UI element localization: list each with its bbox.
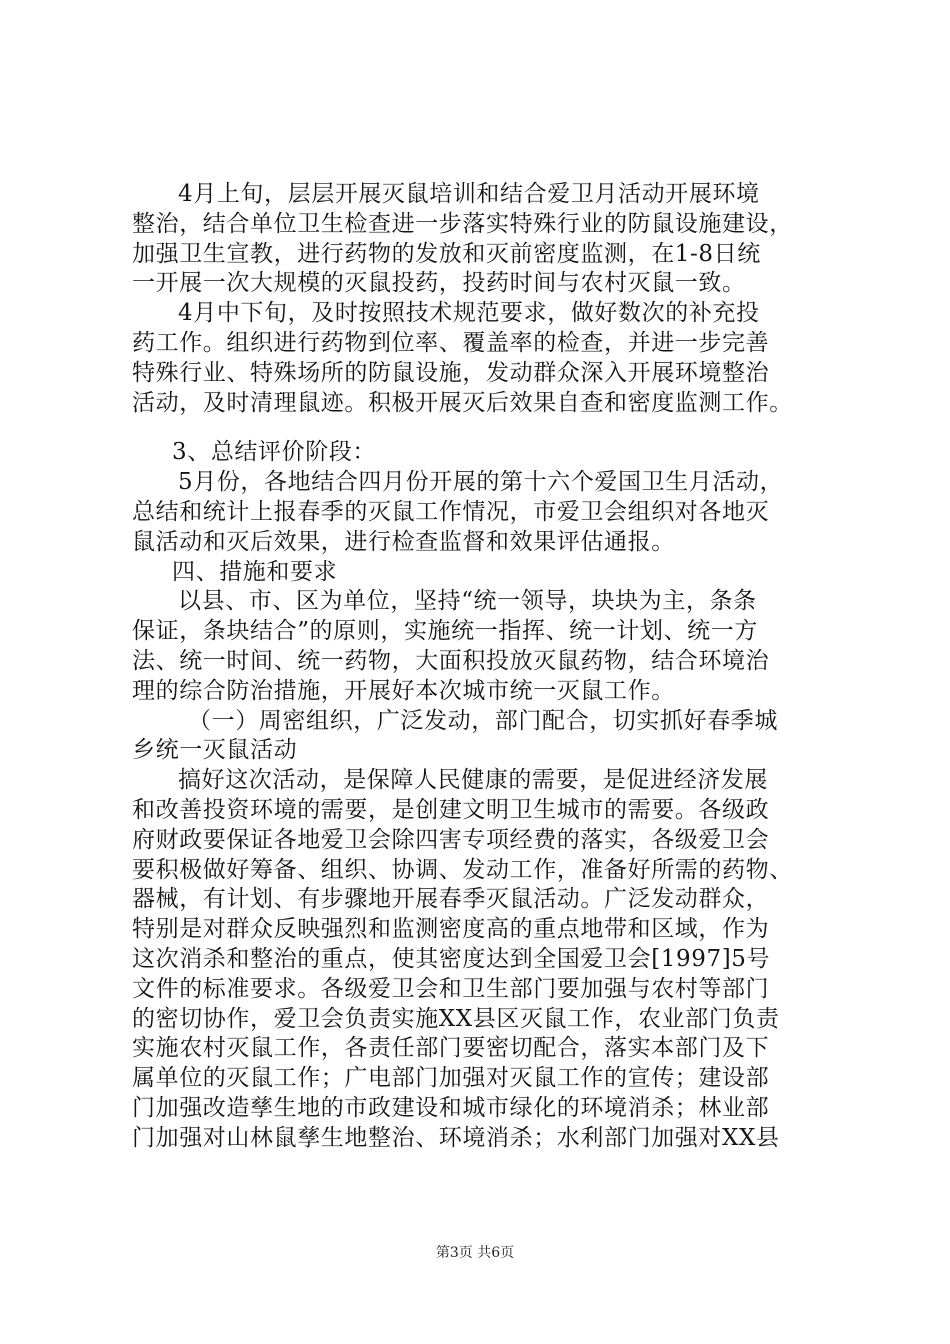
text-line: 法、统一时间、统一药物，大面积投放灭鼠药物，结合环境治 <box>132 647 770 674</box>
document-body <box>132 180 832 1154</box>
text-line: （一）周密组织，广泛发动，部门配合，切实抓好春季城 <box>188 707 778 734</box>
text-line: 实施农村灭鼠工作，各责任部门要密切配合，落实本部门及下 <box>132 1035 770 1062</box>
text-line: 活动，及时清理鼠迹。积极开展灭后效果自查和密度监测工作。 <box>132 389 793 416</box>
section-heading-measures: 四、措施和要求 <box>172 558 338 585</box>
text-line: 一开展一次大规模的灭鼠投药，投药时间与农村灭鼠一致。 <box>132 270 746 297</box>
text-line: 的密切协作，爱卫会负责实施XX县区灭鼠工作，农业部门负责 <box>132 1005 780 1032</box>
text-line: 搞好这次活动，是保障人民健康的需要，是促进经济发展 <box>178 767 768 794</box>
text-line: 5月份，各地结合四月份开展的第十六个爱国卫生月活动， <box>178 469 784 496</box>
text-line: 以县、市、区为单位，坚持“统一领导，块块为主，条条 <box>178 588 757 615</box>
section-heading-summary: 3、总结评价阶段： <box>172 439 377 466</box>
text-line: 乡统一灭鼠活动 <box>132 737 298 764</box>
paragraph-april-mid-late <box>132 299 832 418</box>
text-line: 4月中下旬，及时按照技术规范要求，做好数次的补充投 <box>178 300 760 327</box>
text-line: 鼠活动和灭后效果，进行检查监督和效果评估通报。 <box>132 528 675 555</box>
text-line: 特殊行业、特殊场所的防鼠设施，发动群众深入开展环境整治 <box>132 359 770 386</box>
text-line: 药工作。组织进行药物到位率、覆盖率的检查，并进一步完善 <box>132 329 770 356</box>
page-footer <box>0 1242 950 1262</box>
text-line: 门加强对山林鼠孳生地整治、环境消杀；水利部门加强对XX县 <box>132 1124 780 1151</box>
subsection-heading-organize <box>132 707 832 767</box>
paragraph-principles <box>132 587 832 706</box>
text-line: 保证，条块结合”的原则，实施统一指挥、统一计划、统一方 <box>132 618 758 645</box>
paragraph-may <box>132 468 832 557</box>
text-line: 加强卫生宣教，进行药物的发放和灭前密度监测，在1-8日统 <box>132 240 761 267</box>
text-line: 特别是对群众反映强烈和监测密度高的重点地带和区域，作为 <box>132 916 770 943</box>
text-line: 文件的标准要求。各级爱卫会和卫生部门要加强与农村等部门 <box>132 975 770 1002</box>
text-line: 这次消杀和整治的重点，使其密度达到全国爱卫会[1997]5号 <box>132 945 771 972</box>
text-line: 4月上旬，层层开展灭鼠培训和结合爱卫月活动开展环境 <box>178 181 760 207</box>
text-line: 理的综合防治措施，开展好本次城市统一灭鼠工作。 <box>132 677 675 704</box>
text-line: 门加强改造孳生地的市政建设和城市绿化的环境消杀；林业部 <box>132 1094 770 1121</box>
text-line: 总结和统计上报春季的灭鼠工作情况，市爱卫会组织对各地灭 <box>132 498 770 525</box>
text-line: 属单位的灭鼠工作；广电部门加强对灭鼠工作的宣传；建设部 <box>132 1065 770 1092</box>
text-line: 和改善投资环境的需要，是创建文明卫生城市的需要。各级政 <box>132 796 770 823</box>
text-line: 府财政要保证各地爱卫会除四害专项经费的落实，各级爱卫会 <box>132 826 770 853</box>
paragraph-activity-details <box>132 766 832 1153</box>
text-line: 要积极做好筹备、组织、协调、发动工作，准备好所需的药物、 <box>132 856 793 883</box>
paragraph-april-early <box>132 180 832 299</box>
text-line: 器械，有计划、有步骤地开展春季灭鼠活动。广泛发动群众， <box>132 886 770 913</box>
page-number-label: 第3页 共6页 <box>435 1245 515 1261</box>
text-line: 整治，结合单位卫生检查进一步落实特殊行业的防鼠设施建设， <box>132 210 793 237</box>
